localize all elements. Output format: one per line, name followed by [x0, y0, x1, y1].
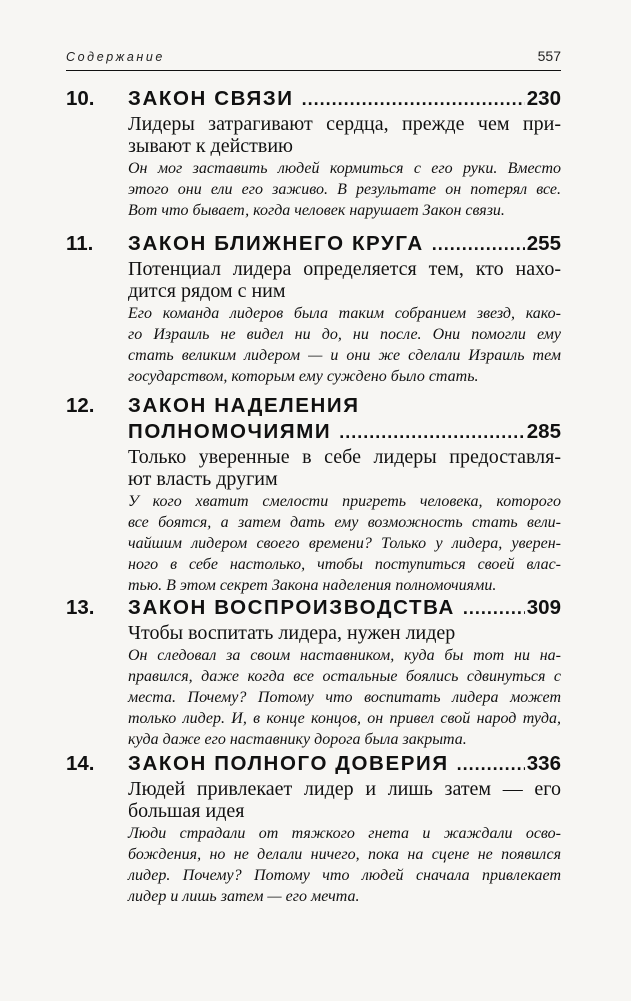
entry-subtitle: Потенциал лидера определяется тем, кто нахо- дится рядом с ним: [128, 258, 561, 302]
entry-subtitle: Лидеры затрагивают сердца, прежде чем при- зывают к действию: [128, 113, 561, 157]
entry-subtitle: Чтобы воспитать лидера, нужен лидер: [128, 622, 456, 644]
dot-leader: [432, 231, 525, 257]
entry-description: Он следовал за своим наставником, куда бы тот ни на- правился, даже когда все остальные боялись сдвинуться с места. Почему? Потому что воспитать лидера может только лидер. И, в конце концов, он привел свой народ туда, куда даже его наставнику дорога была закрыта.: [128, 647, 561, 748]
entry-title: ЗАКОН НАДЕЛЕНИЯ: [128, 394, 360, 417]
entry-page: 309: [526, 596, 561, 619]
entry-heading[interactable]: [128, 231, 561, 257]
entry-page: 255: [526, 232, 561, 255]
toc-entry-14[interactable]: [66, 751, 561, 907]
dot-leader: [302, 86, 525, 112]
entry-page: 285: [526, 420, 561, 443]
toc-entry-12[interactable]: [66, 393, 561, 596]
running-header: [66, 48, 561, 71]
entry-description: Он мог заставить людей кормиться с его руки. Вместо этого они ели его заживо. В результате он потерял все. Вот что бывает, когда человек нарушает Закон связи.: [128, 160, 561, 219]
entry-heading-line1[interactable]: [128, 393, 561, 419]
entry-title: ЗАКОН ВОСПРОИЗВОДСТВА: [128, 596, 455, 619]
entry-number: 13.: [66, 596, 95, 619]
entry-number: 10.: [66, 87, 95, 110]
toc-entry-10[interactable]: [66, 86, 561, 221]
entry-heading[interactable]: [128, 86, 561, 112]
page-number: 557: [537, 48, 561, 64]
entry-number: 14.: [66, 752, 95, 775]
dot-leader: [457, 751, 525, 777]
entry-subtitle: Только уверенные в себе лидеры предоставля- ют власть другим: [128, 446, 561, 490]
dot-leader: [339, 419, 525, 445]
toc-entry-13[interactable]: [66, 595, 561, 750]
section-title: Содержание: [66, 50, 165, 64]
entry-title: ЗАКОН ПОЛНОГО ДОВЕРИЯ: [128, 752, 449, 775]
entry-subtitle: Людей привлекает лидер и лишь затем — его большая идея: [128, 778, 561, 822]
entry-title: ЗАКОН БЛИЖНЕГО КРУГА: [128, 232, 424, 255]
entry-heading[interactable]: [128, 751, 561, 777]
toc-entry-11[interactable]: [66, 231, 561, 387]
entry-description: Люди страдали от тяжкого гнета и жаждали осво- бождения, но не делали ничего, пока на сцене не появился лидер. Почему? Потому что людей сначала привлекает лидер и лишь затем — его мечта.: [128, 825, 561, 905]
entry-title: ЗАКОН СВЯЗИ: [128, 87, 294, 110]
entry-description: У кого хватит смелости пригреть человека, которого все боятся, а затем дать ему возможность стать вели- чайшим лидером своего времени? Только у лидера, уверен- ного в себе настолько, чтобы поступиться своей влас- тью. В этом секрет Закона наделения полномочиями.: [128, 493, 561, 594]
entry-number: 11.: [66, 232, 94, 255]
entry-heading-line2[interactable]: [128, 419, 561, 445]
dot-leader: [463, 595, 525, 621]
entry-heading[interactable]: [128, 595, 561, 621]
entry-page: 336: [526, 752, 561, 775]
entry-page: 230: [526, 87, 561, 110]
entry-number: 12.: [66, 394, 95, 417]
entry-title-cont: ПОЛНОМОЧИЯМИ: [128, 420, 332, 443]
entry-description: Его команда лидеров была таким собранием звезд, како- го Израиль не видел ни до, ни после. Они помогли ему стать великим лидером — и они же сделали Израиль тем государством, которым ему суждено было стать.: [128, 305, 561, 385]
